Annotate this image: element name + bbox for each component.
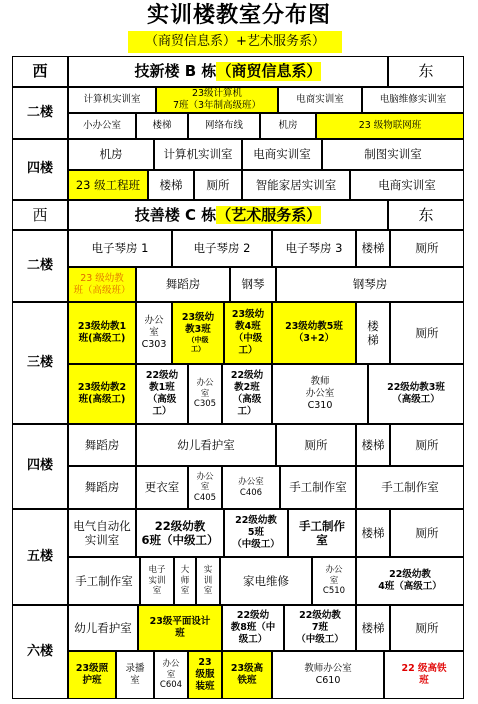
- room: 电商实训室: [242, 139, 322, 170]
- room: 钢琴: [230, 267, 276, 302]
- stairs: 楼梯: [356, 509, 390, 557]
- room: 小办公室: [68, 113, 136, 139]
- room: 23级幼教1 班(高级工): [68, 302, 136, 364]
- room: 23级幼教5班 （3+2）: [272, 302, 356, 364]
- floor-label: 四楼: [12, 424, 68, 509]
- office: 办公 室 C510: [312, 557, 356, 605]
- restroom: 厕所: [390, 424, 464, 466]
- room: 更衣室: [136, 466, 188, 509]
- room: 22级幼 教1班 （高级 工）: [136, 364, 188, 424]
- restroom: 厕所: [194, 170, 242, 200]
- room: 制图实训室: [322, 139, 464, 170]
- room: 舞蹈房: [68, 466, 136, 509]
- room: 电子 实训 室: [140, 557, 174, 605]
- floor-label: 二楼: [12, 230, 68, 302]
- room: 23级幼教2 班(高级工): [68, 364, 136, 424]
- room: 计算机实训室: [154, 139, 242, 170]
- room: 23级幼 教4班 （中级 工）: [224, 302, 272, 364]
- stairs: 楼梯: [356, 605, 390, 651]
- room: 舞蹈房: [68, 424, 136, 466]
- floor-label: 二楼: [12, 87, 68, 139]
- stairs: 楼梯: [356, 424, 390, 466]
- room: 机房: [68, 139, 154, 170]
- room: 22级幼 教2班 （高级 工）: [222, 364, 272, 424]
- room: 电子琴房 2: [172, 230, 272, 267]
- floor-label: 四楼: [12, 139, 68, 200]
- floor-label: 三楼: [12, 302, 68, 424]
- building-c-title: [68, 200, 388, 230]
- room: 22级幼教 5班 （中级工）: [224, 509, 288, 557]
- room: 23级平面设计 班: [138, 605, 222, 651]
- restroom: 厕所: [390, 302, 464, 364]
- building-c-name: 技善楼 C 栋: [134, 205, 217, 224]
- building-b-dept: （商贸信息系）: [216, 62, 322, 81]
- restroom: 厕所: [276, 424, 356, 466]
- east-label: 东: [388, 200, 464, 230]
- room: 计算机实训室: [68, 87, 156, 113]
- room: 实 训 室: [196, 557, 220, 605]
- building-c-dept: （艺术服务系）: [216, 205, 322, 224]
- floor-label: 六楼: [12, 605, 68, 699]
- restroom: 厕所: [390, 605, 464, 651]
- room: 手工制作室: [280, 466, 356, 509]
- room: 23 级物联网班: [316, 113, 464, 139]
- room: 手工制作 室: [288, 509, 356, 557]
- page-subtitle: （商贸信息系）+艺术服务系）: [128, 31, 342, 53]
- restroom: 厕所: [390, 230, 464, 267]
- room: 大 师 室: [174, 557, 196, 605]
- room: 23级高 铁班: [222, 651, 272, 699]
- room: 家电维修: [220, 557, 312, 605]
- office: 办公 室 C604: [154, 651, 188, 699]
- room: 23 级幼教 班（高级班）: [68, 267, 136, 302]
- room: 网络布线: [188, 113, 260, 139]
- room: 22 级高铁 班: [384, 651, 464, 699]
- room: 幼儿看护室: [68, 605, 138, 651]
- west-label: 西: [12, 200, 68, 230]
- room-level: （中级 工）: [187, 336, 209, 353]
- room: 电商实训室: [278, 87, 362, 113]
- room: 22级幼 教8班（中 级工）: [222, 605, 284, 651]
- room: 电脑维修实训室: [362, 87, 464, 113]
- office: 教师办公室 C610: [272, 651, 384, 699]
- room: 22级幼教3班 （高级工）: [368, 364, 464, 424]
- room: 23级计算机 7班（3年制高级班）: [156, 87, 278, 113]
- office: 办公 室 C305: [188, 364, 222, 424]
- room: 电商实训室: [350, 170, 464, 200]
- room: 电子琴房 1: [68, 230, 172, 267]
- room: 手工制作室: [356, 466, 464, 509]
- room: 幼儿看护室: [136, 424, 276, 466]
- stairs: 楼梯: [356, 230, 390, 267]
- building-b-name: 技新楼 B 栋: [134, 62, 217, 81]
- room: [172, 302, 224, 364]
- stairs: 楼梯: [136, 113, 188, 139]
- stairs: 楼 梯: [356, 302, 390, 364]
- room: 录播 室: [116, 651, 154, 699]
- room: 手工制作室: [68, 557, 140, 605]
- east-label: 东: [388, 56, 464, 87]
- room: 22级幼教 4班（高级工）: [356, 557, 464, 605]
- office: 办公室 C406: [222, 466, 280, 509]
- room: 智能家居实训室: [242, 170, 350, 200]
- room: 23级照 护班: [68, 651, 116, 699]
- office: 办公 室 C405: [188, 466, 222, 509]
- room: 23 级服 装班: [188, 651, 222, 699]
- office: 办公 室 C303: [136, 302, 172, 364]
- room: 22级幼教 7班 （中级工）: [284, 605, 356, 651]
- office: 教师 办公室 C310: [272, 364, 368, 424]
- stairs: 楼梯: [148, 170, 194, 200]
- room: 电子琴房 3: [272, 230, 356, 267]
- page-title: 实训楼教室分布图: [146, 3, 331, 28]
- room: 机房: [260, 113, 316, 139]
- room-name: 23级幼 教3班: [181, 312, 215, 336]
- west-label: 西: [12, 56, 68, 87]
- room: 钢琴房: [276, 267, 464, 302]
- room: 电气自动化 实训室: [68, 509, 136, 557]
- room: 舞蹈房: [136, 267, 230, 302]
- room: 22级幼教 6班（中级工）: [136, 509, 224, 557]
- room: 23 级工程班: [68, 170, 148, 200]
- restroom: 厕所: [390, 509, 464, 557]
- building-b-title: [68, 56, 388, 87]
- floor-label: 五楼: [12, 509, 68, 605]
